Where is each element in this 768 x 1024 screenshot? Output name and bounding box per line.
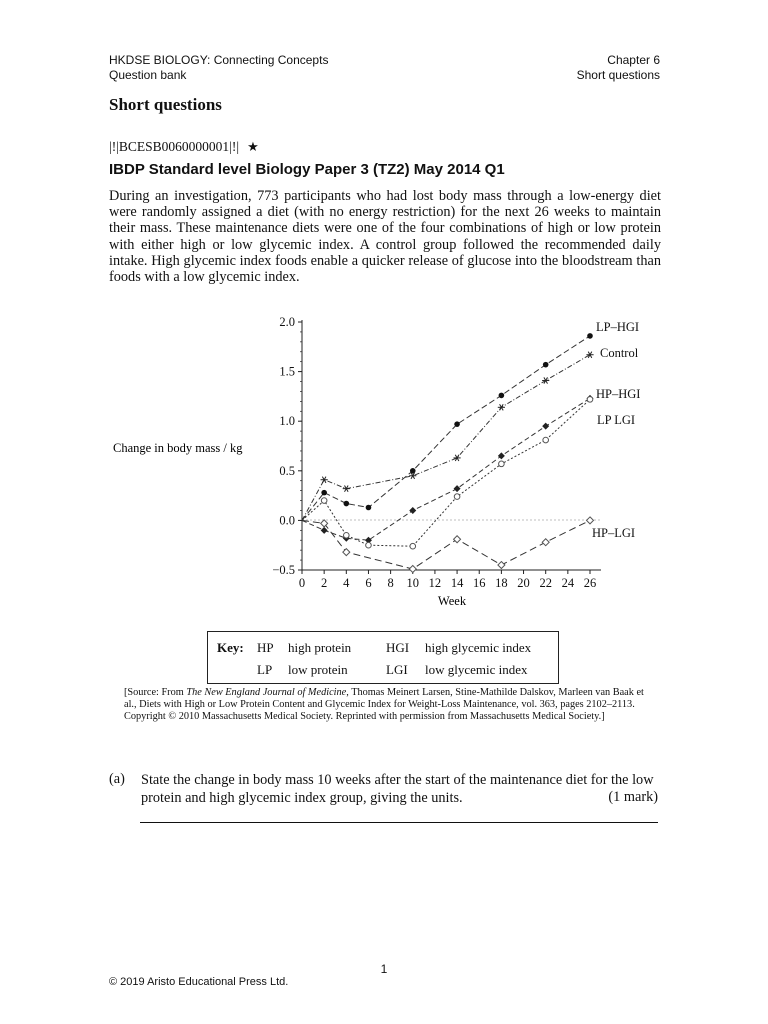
point-hp-hgi [454, 485, 461, 492]
series-label-lp-hgi: LP–HGI [596, 320, 640, 334]
point-hp-hgi [409, 507, 416, 514]
point-hp-hgi [498, 452, 505, 459]
point-hp-lgi [542, 539, 549, 546]
x-axis-label: Week [437, 594, 467, 608]
book-title: HKDSE BIOLOGY: Connecting Concepts [109, 53, 329, 67]
point-control [453, 455, 460, 461]
point-lp-hgi [344, 501, 350, 507]
key-full-hp: high protein [288, 640, 352, 655]
x-tick-label: 12 [428, 576, 442, 590]
point-hp-hgi [321, 527, 328, 534]
y-tick-label: −0.5 [272, 563, 295, 577]
x-tick-label: 8 [387, 576, 394, 590]
point-control [586, 352, 593, 358]
point-lp-hgi [321, 490, 327, 496]
question-id: |!|BCESB0060000001|!| [109, 139, 240, 154]
x-tick-label: 20 [517, 576, 530, 590]
point-hp-lgi [409, 566, 416, 573]
point-lp-lgi [587, 397, 593, 403]
x-tick-label: 26 [583, 576, 597, 590]
y-tick-label: 0.0 [279, 513, 295, 528]
key-title: Key: [217, 640, 244, 655]
point-lp-lgi [454, 494, 460, 500]
x-tick-label: 18 [495, 576, 508, 590]
x-tick-label: 22 [539, 576, 552, 590]
y-tick-label: 1.5 [279, 364, 295, 379]
question-a-marks: (1 mark) [608, 789, 658, 805]
x-tick-label: 2 [321, 576, 328, 590]
y-ticks [272, 315, 302, 577]
y-axis-label: Change in body mass / kg [113, 441, 243, 455]
y-tick-label: 0.5 [279, 463, 295, 478]
point-hp-hgi [542, 423, 549, 430]
point-lp-lgi [321, 498, 327, 504]
page-number: 1 [380, 962, 388, 976]
series-label-lp-lgi: LP LGI [597, 413, 636, 427]
point-lp-lgi [344, 532, 350, 538]
point-control [542, 377, 549, 383]
point-control [343, 486, 350, 492]
x-tick-label: 4 [343, 576, 350, 590]
point-lp-hgi [499, 393, 505, 399]
key-abbr-hgi: HGI [386, 640, 410, 655]
point-control [498, 404, 505, 410]
series-markers [321, 333, 594, 572]
journal-name: The New England Journal of Medicine [186, 687, 347, 698]
x-tick-label: 24 [561, 576, 575, 590]
series-line-hp-hgi [302, 398, 590, 540]
x-tick-label: 0 [298, 576, 306, 590]
series-label-control: Control [600, 346, 639, 360]
exam-title: IBDP Standard level Biology Paper 3 (TZ2) May 2014 Q1 [109, 161, 505, 178]
question-a-label: (a) [109, 771, 125, 787]
key-full-lgi: low glycemic index [425, 662, 528, 677]
copyright-footer: © 2019 Aristo Educational Press Ltd. [109, 976, 289, 988]
y-tick-label: 2.0 [279, 315, 295, 329]
point-lp-lgi [499, 461, 505, 467]
point-lp-lgi [543, 437, 549, 443]
x-tick-label: 6 [365, 576, 372, 590]
point-hp-lgi [498, 562, 505, 569]
section-title: Short questions [109, 95, 222, 114]
series-line-lp-lgi [302, 399, 590, 546]
point-lp-hgi [543, 362, 549, 368]
key-abbr-hp: HP [257, 640, 274, 655]
key-full-hgi: high glycemic index [425, 640, 532, 655]
star-icon: ★ [247, 139, 259, 154]
key-abbr-lp: LP [257, 662, 273, 677]
point-lp-lgi [410, 543, 416, 549]
intro-paragraph: During an investigation, 773 participants who had lost body mass through a low-energy diet were randomly assigned a diet (with no energy restriction) for the next 26 weeks to maintain their mass. These maintenance diets were one of the four combinations of high or low protein with either high or low glycemic index. A control group followed the recommended daily intake. High glycemic index foods enable a quicker release of glucose into the bloodstream than foods with a low glycemic index. [109, 188, 661, 286]
point-lp-hgi [454, 421, 460, 427]
source-citation: [Source: From The New England Journal of Medicine, Thomas Meinert Larsen, Stine-Mathilde Dalskov, Marleen van Baak et al., Diets with High or Low Protein Content and Glycemic Index for Weight-Loss Maintenance, vol. 363, pages 2102–2113. Copyright © 2010 Massachusetts Medical Society. Reprinted with permission from Massachusetts Medical Society.] [124, 687, 644, 723]
chapter-label: Chapter 6 [607, 53, 660, 67]
series-label-hp-lgi: HP–LGI [592, 526, 636, 540]
key-full-lp: low protein [288, 662, 348, 677]
answer-line[interactable] [140, 822, 658, 823]
y-tick-label: 1.0 [279, 414, 295, 429]
x-tick-label: 14 [450, 576, 464, 590]
key-box [207, 631, 559, 684]
series-label-hp-hgi: HP–HGI [596, 387, 641, 401]
chapter-section: Short questions [576, 68, 660, 82]
question-a-text: State the change in body mass 10 weeks after the start of the maintenance diet for the low protein and high glycemic index group, giving the units. [141, 772, 654, 806]
point-lp-lgi [366, 542, 372, 548]
x-tick-label: 16 [472, 576, 486, 590]
key-abbr-lgi: LGI [386, 662, 408, 677]
point-lp-hgi [587, 333, 593, 339]
x-ticks [299, 570, 596, 590]
point-hp-lgi [454, 536, 461, 543]
x-tick-label: 10 [406, 576, 420, 590]
point-control [321, 477, 328, 483]
point-lp-hgi [366, 505, 372, 511]
point-hp-lgi [587, 517, 594, 524]
book-subtitle: Question bank [109, 68, 187, 82]
series-labels [592, 320, 640, 540]
